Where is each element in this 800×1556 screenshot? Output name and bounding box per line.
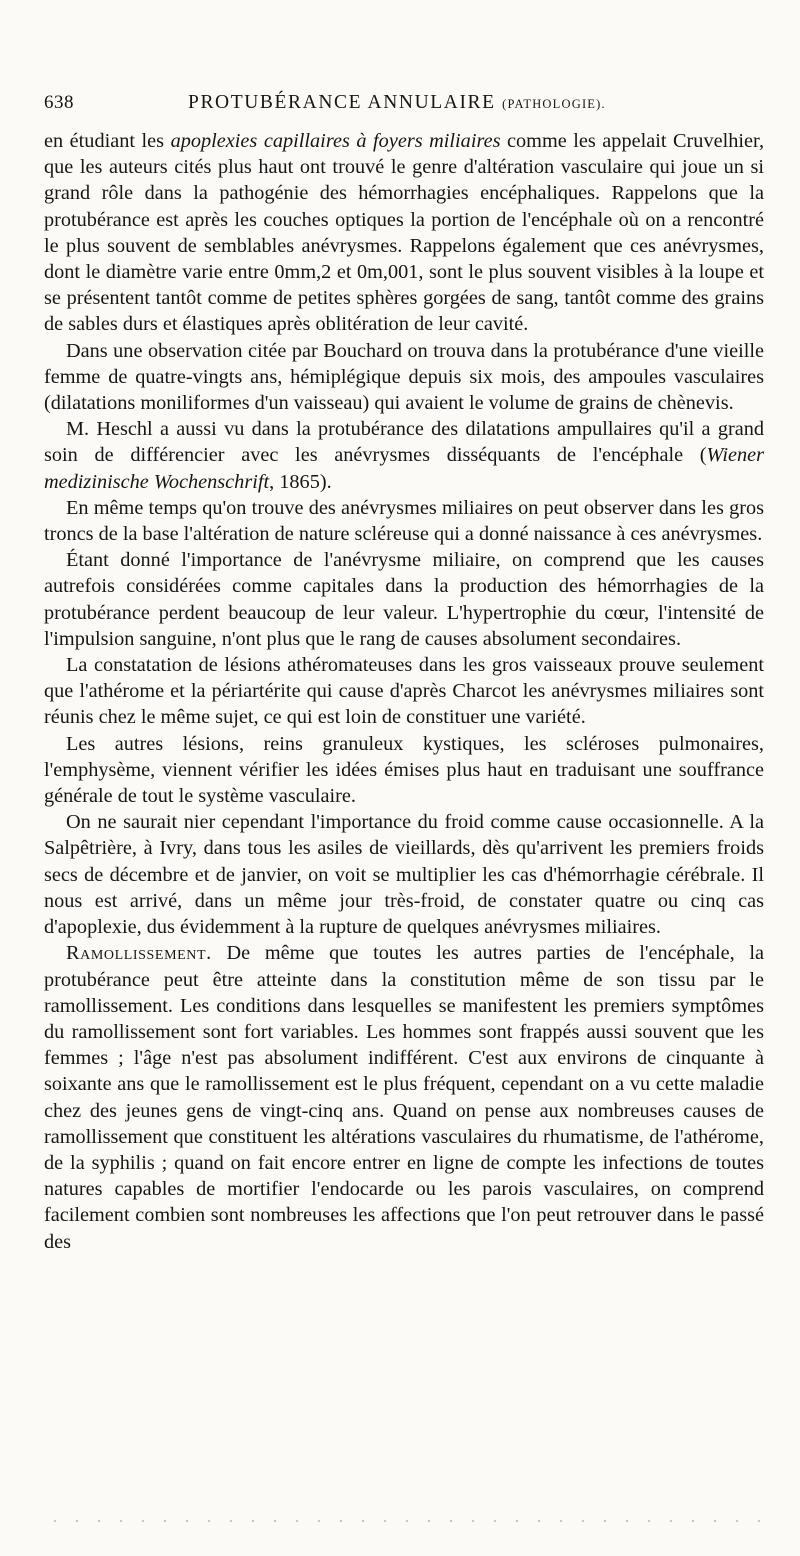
page-header — [44, 90, 764, 124]
paragraph — [44, 495, 764, 547]
text-run: On ne saurait nier cependant l'importance du froid comme cause occasionnelle. A la Salpêtrière, à Ivry, dans tous les asiles de vieillards, dès qu'arrivent les premiers froids secs de décembre et de janvier, on voit se multiplier les cas d'hémorrhagie cérébrale. Il nous est arrivé, dans un même jour très-froid, de constater quatre ou cinq cas d'apoplexie, dus évidemment à la rupture de quelques anévrysmes miliaires. — [44, 811, 764, 939]
running-head-title: PROTUBÉRANCE ANNULAIRE — [188, 92, 496, 113]
text-run: De même que toutes les autres parties de l'encéphale, la protubérance peut être atteinte dans la constitution même de son tissu par le ramollissement. Les conditions dans lesquelles se manifestent les premiers symptômes du ramollissement sont fort variables. Les hommes sont frappés aussi souvent que les femmes ; l'âge n'est pas absolument indifférent. C'est aux environs de cinquante à soixante ans que le ramollissement est le plus fréquent, cependant on a vu cette maladie chez des jeunes gens de vingt-cinq ans. Quand on pense aux nombreuses causes de ramollissement que constituent les altérations vasculaires du rhumatisme, de l'athérome, de la syphilis ; quand on fait encore entrer en ligne de compte les infections de toutes natures capables de mortifier l'endocarde ou les parois vasculaires, on comprend facilement combien sont nombreuses les affections que l'on peut retrouver dans le passé des — [44, 942, 764, 1253]
page-edge-marks — [44, 1518, 764, 1524]
paragraph — [44, 128, 764, 338]
text-run: Étant donné l'importance de l'anévrysme miliaire, on comprend que les causes autrefois considérées comme capitales dans la production des hémorrhagies de la protubérance perdent beaucoup de leur valeur. L'hypertrophie du cœur, l'intensité de l'impulsion sanguine, n'ont plus que le rang de causes absolument secondaires. — [44, 549, 764, 650]
text-run: , 1865). — [269, 470, 332, 493]
italic-run: apoplexies capillaires à foyers miliaires — [170, 130, 501, 152]
paragraph — [44, 652, 764, 731]
text-run: Dans une observation citée par Bouchard on trouva dans la protubérance d'une vieille femme de quatre-vingts ans, hémiplégique depuis six mois, des ampoules vasculaires (dilatations moniliformes d'un vaisseau) qui avaient le volume de grains de chènevis. — [44, 339, 764, 415]
paragraph — [44, 809, 764, 940]
italic-run: Wiener medizinische Wochenschrift — [44, 444, 764, 493]
text-run: comme les appelait Cruvelhier, que les auteurs cités plus haut ont trouvé le genre d'altération vasculaire qui joue un si grand rôle dans la pathogénie des hémorrhagies encéphaliques. Rappelons que la protubérance est après les couches optiques la portion de l'encéphale où on a rencontré le plus souvent de semblables anévrysmes. Rappelons également que ces anévrysmes, dont le diamètre varie entre 0mm,2 et 0m,001, sont le plus souvent visibles à la loupe et se présentent tantôt comme de petites sphères gorgées de sang, tantôt comme des grains de sables durs et élastiques après oblitération de leur cavité. — [44, 130, 765, 336]
body-text — [44, 128, 764, 1255]
paragraph — [44, 940, 764, 1254]
running-head — [188, 92, 606, 114]
section-heading: Ramollissement. — [66, 942, 212, 965]
text-run: en étudiant les — [44, 130, 171, 152]
running-head-subtitle: (PATHOLOGIE). — [502, 97, 606, 111]
text-run: La constatation de lésions athéromateuses dans les gros vaisseaux prouve seulement que l'athérome et la périartérite qui cause d'après Charcot les anévrysmes miliaires sont réunis chez le même sujet, ce qui est loin de constituer une variété. — [44, 654, 764, 729]
paragraph — [44, 338, 764, 417]
text-run: Les autres lésions, reins granuleux kystiques, les scléroses pulmonaires, l'emphysème, viennent vérifier les idées émises plus haut en traduisant une souffrance générale de tout le système vasculaire. — [44, 732, 764, 808]
paragraph — [44, 731, 764, 810]
paragraph — [44, 547, 764, 652]
text-run: M. Heschl a aussi vu dans la protubérance des dilatations ampullaires qu'il a grand soin de différencier avec les anévrysmes disséquants de l'encéphale ( — [44, 418, 764, 467]
paragraph — [44, 416, 764, 495]
text-run: En même temps qu'on trouve des anévrysmes miliaires on peut observer dans les gros troncs de la base l'altération de nature scléreuse qui a donné naissance à ces anévrysmes. — [44, 496, 764, 546]
page-number: 638 — [44, 92, 74, 113]
